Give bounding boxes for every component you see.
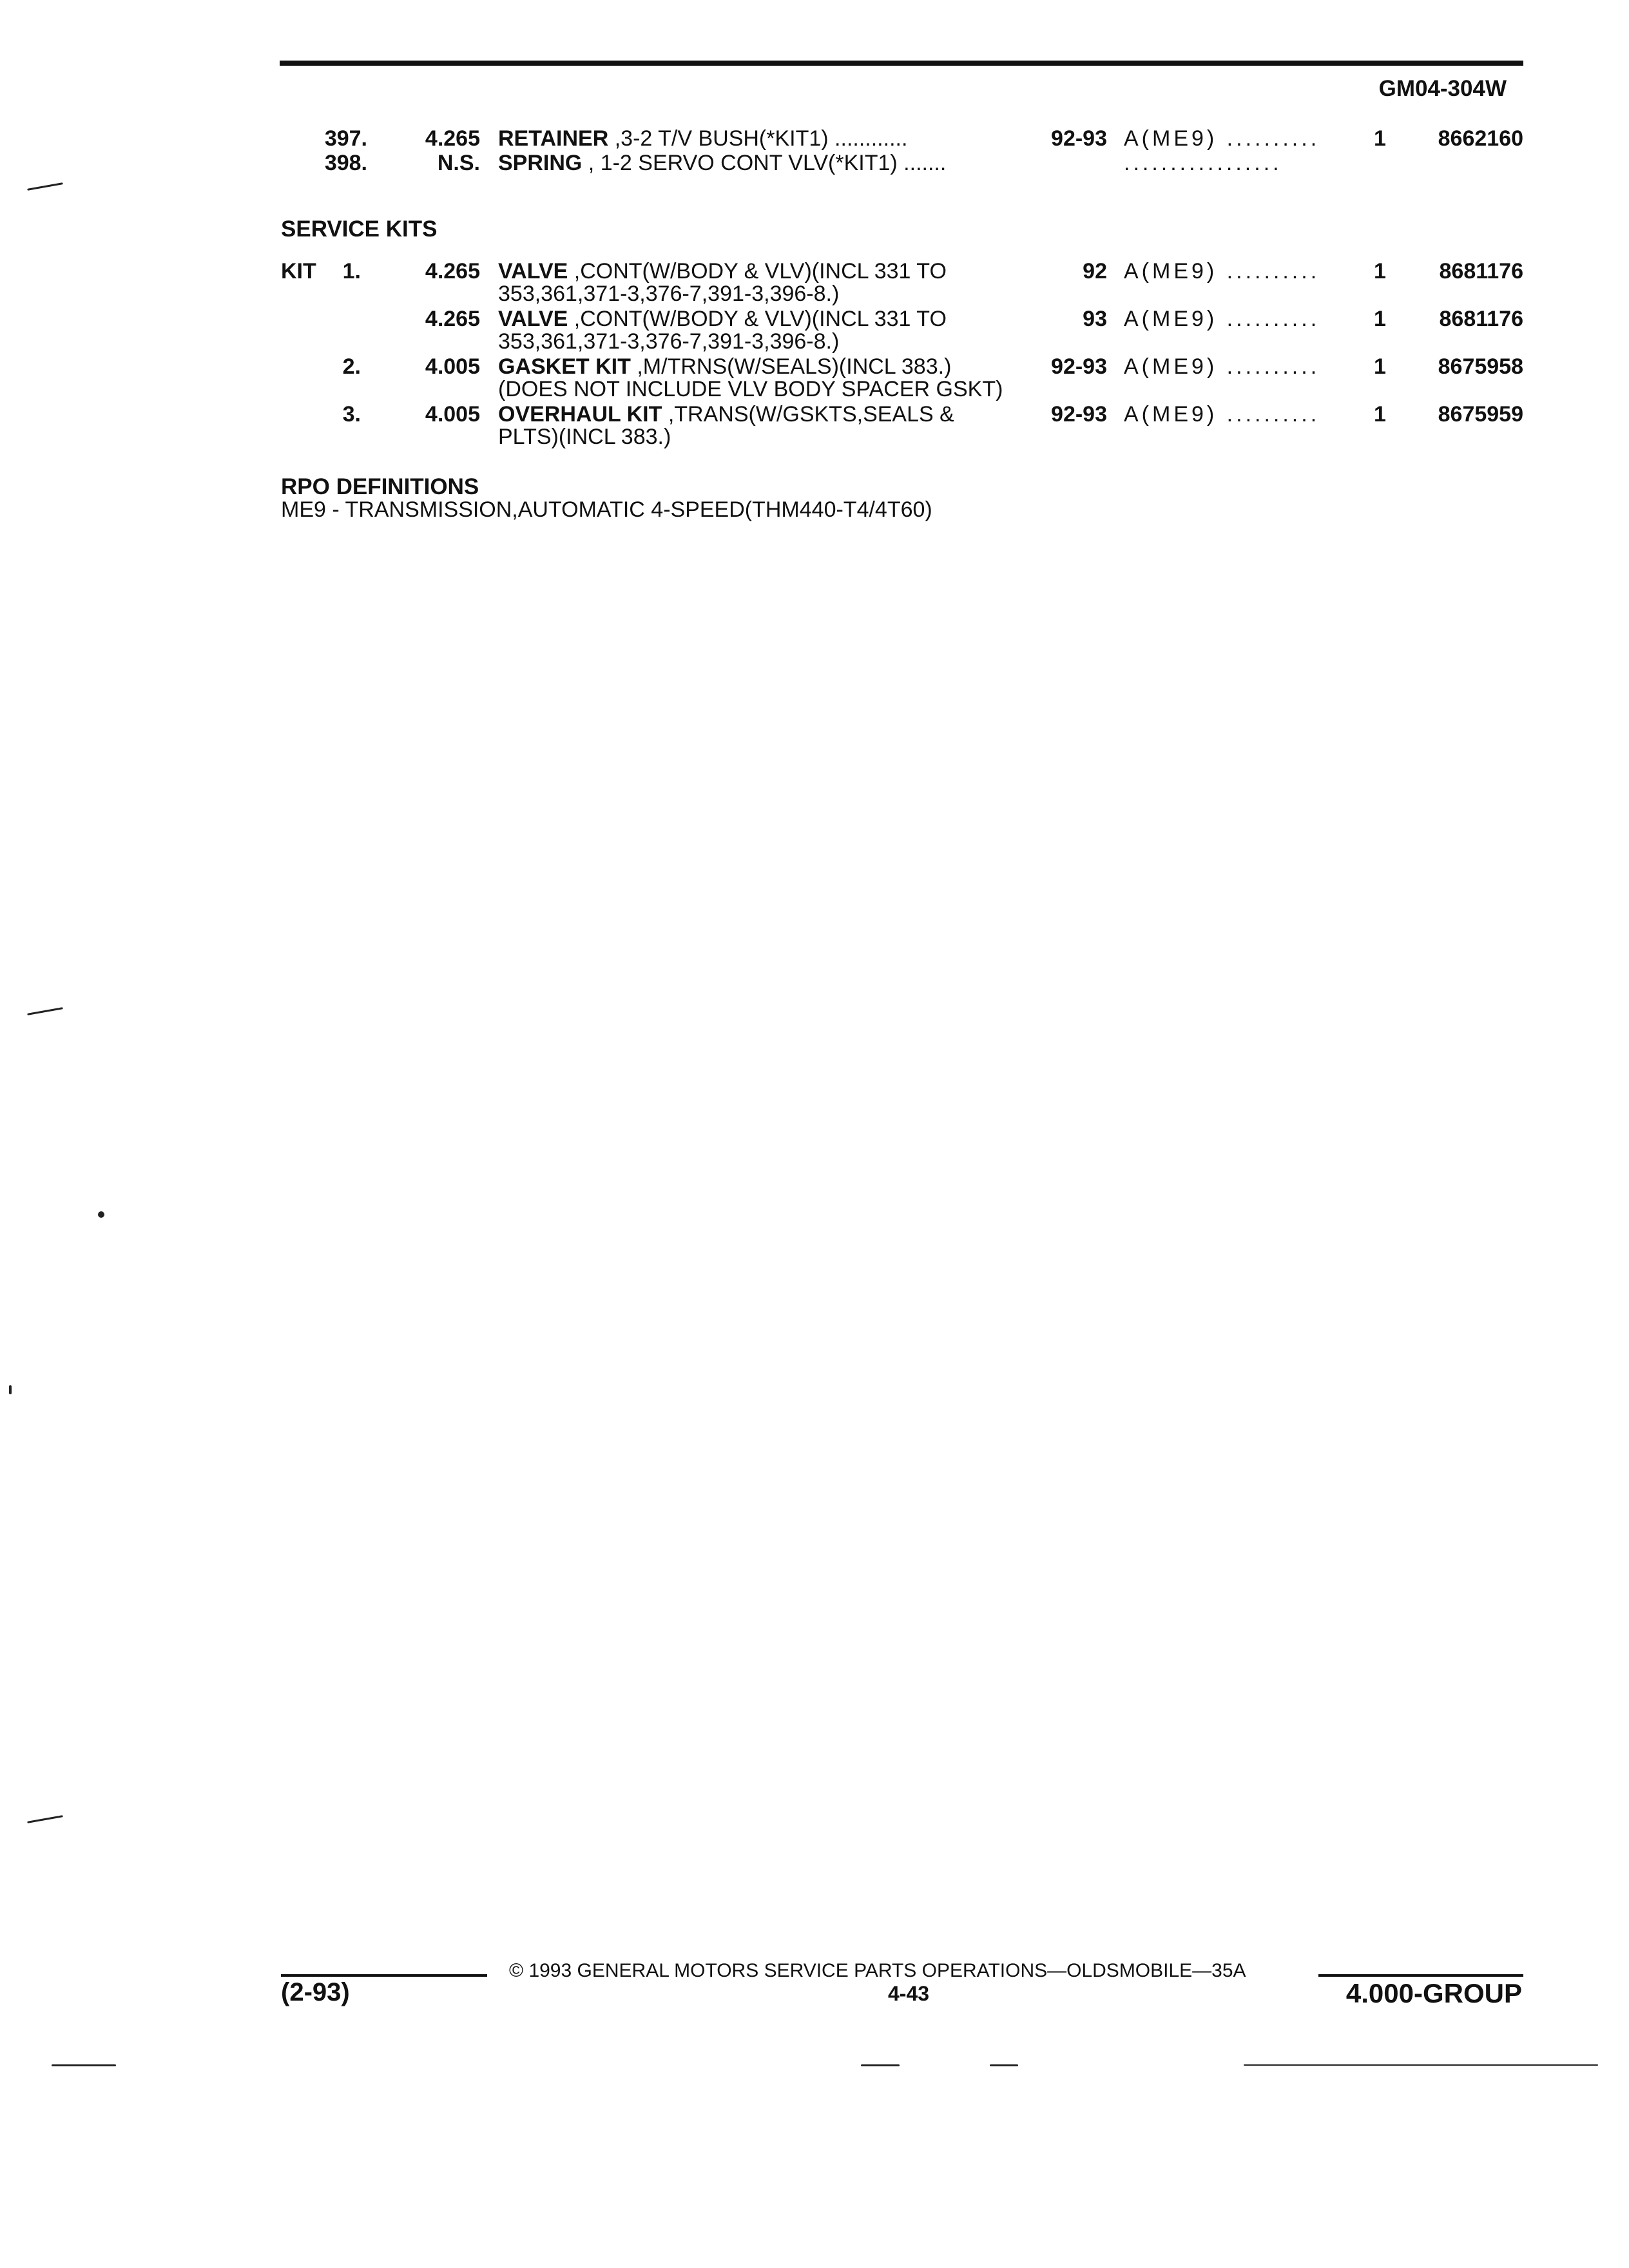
model-years: 92-93	[1051, 126, 1107, 151]
group-label: 4.000-GROUP	[1345, 1978, 1522, 2008]
table-row	[0, 259, 1629, 285]
service-kits-heading: SERVICE KITS	[281, 216, 438, 242]
model-years: 93	[1083, 307, 1107, 331]
quantity: 1	[1374, 402, 1386, 427]
scan-mark	[52, 2064, 116, 2066]
quantity: 1	[1374, 307, 1386, 331]
model-years: 92	[1083, 259, 1107, 284]
revision-date: (2-93)	[281, 1978, 350, 2006]
catalog-code: GM04-304W	[1378, 76, 1507, 101]
part-description: VALVE ,CONT(W/BODY & VLV)(INCL 331 TO	[498, 307, 947, 331]
scan-mark	[990, 2064, 1018, 2066]
group-number: 4.265	[425, 126, 480, 151]
part-description: GASKET KIT ,M/TRNS(W/SEALS)(INCL 383.)	[498, 354, 952, 379]
scan-mark	[9, 1385, 12, 1394]
copyright-text: © 1993 GENERAL MOTORS SERVICE PARTS OPERATIONS—OLDSMOBILE—35A	[509, 1960, 1246, 1981]
part-description-cont: 353,361,371-3,376-7,391-3,396-8.)	[498, 329, 840, 354]
rpo-definition: ME9 - TRANSMISSION,AUTOMATIC 4-SPEED(THM440-T4/4T60)	[281, 497, 932, 522]
kit-label: KIT	[281, 259, 316, 284]
part-number: 8675959	[1438, 402, 1523, 427]
scan-mark	[27, 182, 63, 191]
table-row-continuation	[0, 282, 1629, 307]
item-number: 1.	[342, 259, 361, 284]
part-description: VALVE ,CONT(W/BODY & VLV)(INCL 331 TO	[498, 259, 947, 284]
part-description-cont: 353,361,371-3,376-7,391-3,396-8.)	[498, 282, 840, 306]
footer-rule-right	[1318, 1974, 1523, 1977]
scan-mark	[27, 1007, 63, 1015]
scan-mark	[27, 1815, 63, 1823]
application: A(ME9) ..........	[1124, 126, 1320, 151]
model-years: 92-93	[1051, 354, 1107, 379]
scan-dot	[98, 1211, 104, 1218]
scan-mark	[861, 2064, 900, 2066]
application: A(ME9) ..........	[1124, 402, 1320, 427]
group-number: N.S.	[437, 151, 480, 175]
rpo-heading: RPO DEFINITIONS	[281, 474, 479, 499]
table-row	[0, 402, 1629, 428]
table-row	[0, 126, 1629, 152]
table-row-continuation	[0, 425, 1629, 450]
quantity: 1	[1374, 354, 1386, 379]
part-number: 8675958	[1438, 354, 1523, 379]
group-number: 4.005	[425, 402, 480, 427]
part-description: RETAINER ,3-2 T/V BUSH(*KIT1) ............	[498, 126, 908, 151]
group-number: 4.265	[425, 259, 480, 284]
part-description-cont: PLTS)(INCL 383.)	[498, 425, 671, 449]
table-row-continuation	[0, 377, 1629, 403]
part-description-cont: (DOES NOT INCLUDE VLV BODY SPACER GSKT)	[498, 377, 1003, 401]
application: .................	[1124, 151, 1282, 175]
page-number: 4-43	[888, 1982, 930, 2005]
application: A(ME9) ..........	[1124, 354, 1320, 379]
table-row	[0, 151, 1629, 177]
model-years: 92-93	[1051, 402, 1107, 427]
scan-mark	[1244, 2064, 1598, 2066]
item-number: 398.	[324, 151, 367, 175]
item-number: 3.	[342, 402, 361, 427]
part-description: OVERHAUL KIT ,TRANS(W/GSKTS,SEALS &	[498, 402, 954, 427]
item-number: 397.	[324, 126, 367, 151]
application: A(ME9) ..........	[1124, 307, 1320, 331]
group-number: 4.265	[425, 307, 480, 331]
header-rule	[280, 61, 1523, 66]
part-description: SPRING , 1-2 SERVO CONT VLV(*KIT1) .......	[498, 151, 947, 175]
table-row-continuation	[0, 329, 1629, 355]
part-number: 8662160	[1438, 126, 1523, 151]
application: A(ME9) ..........	[1124, 259, 1320, 284]
table-row	[0, 307, 1629, 332]
quantity: 1	[1374, 259, 1386, 284]
part-number: 8681176	[1439, 259, 1523, 284]
footer-rule-left	[281, 1974, 487, 1977]
part-number: 8681176	[1439, 307, 1523, 331]
group-number: 4.005	[425, 354, 480, 379]
quantity: 1	[1374, 126, 1386, 151]
table-row	[0, 354, 1629, 380]
item-number: 2.	[342, 354, 361, 379]
